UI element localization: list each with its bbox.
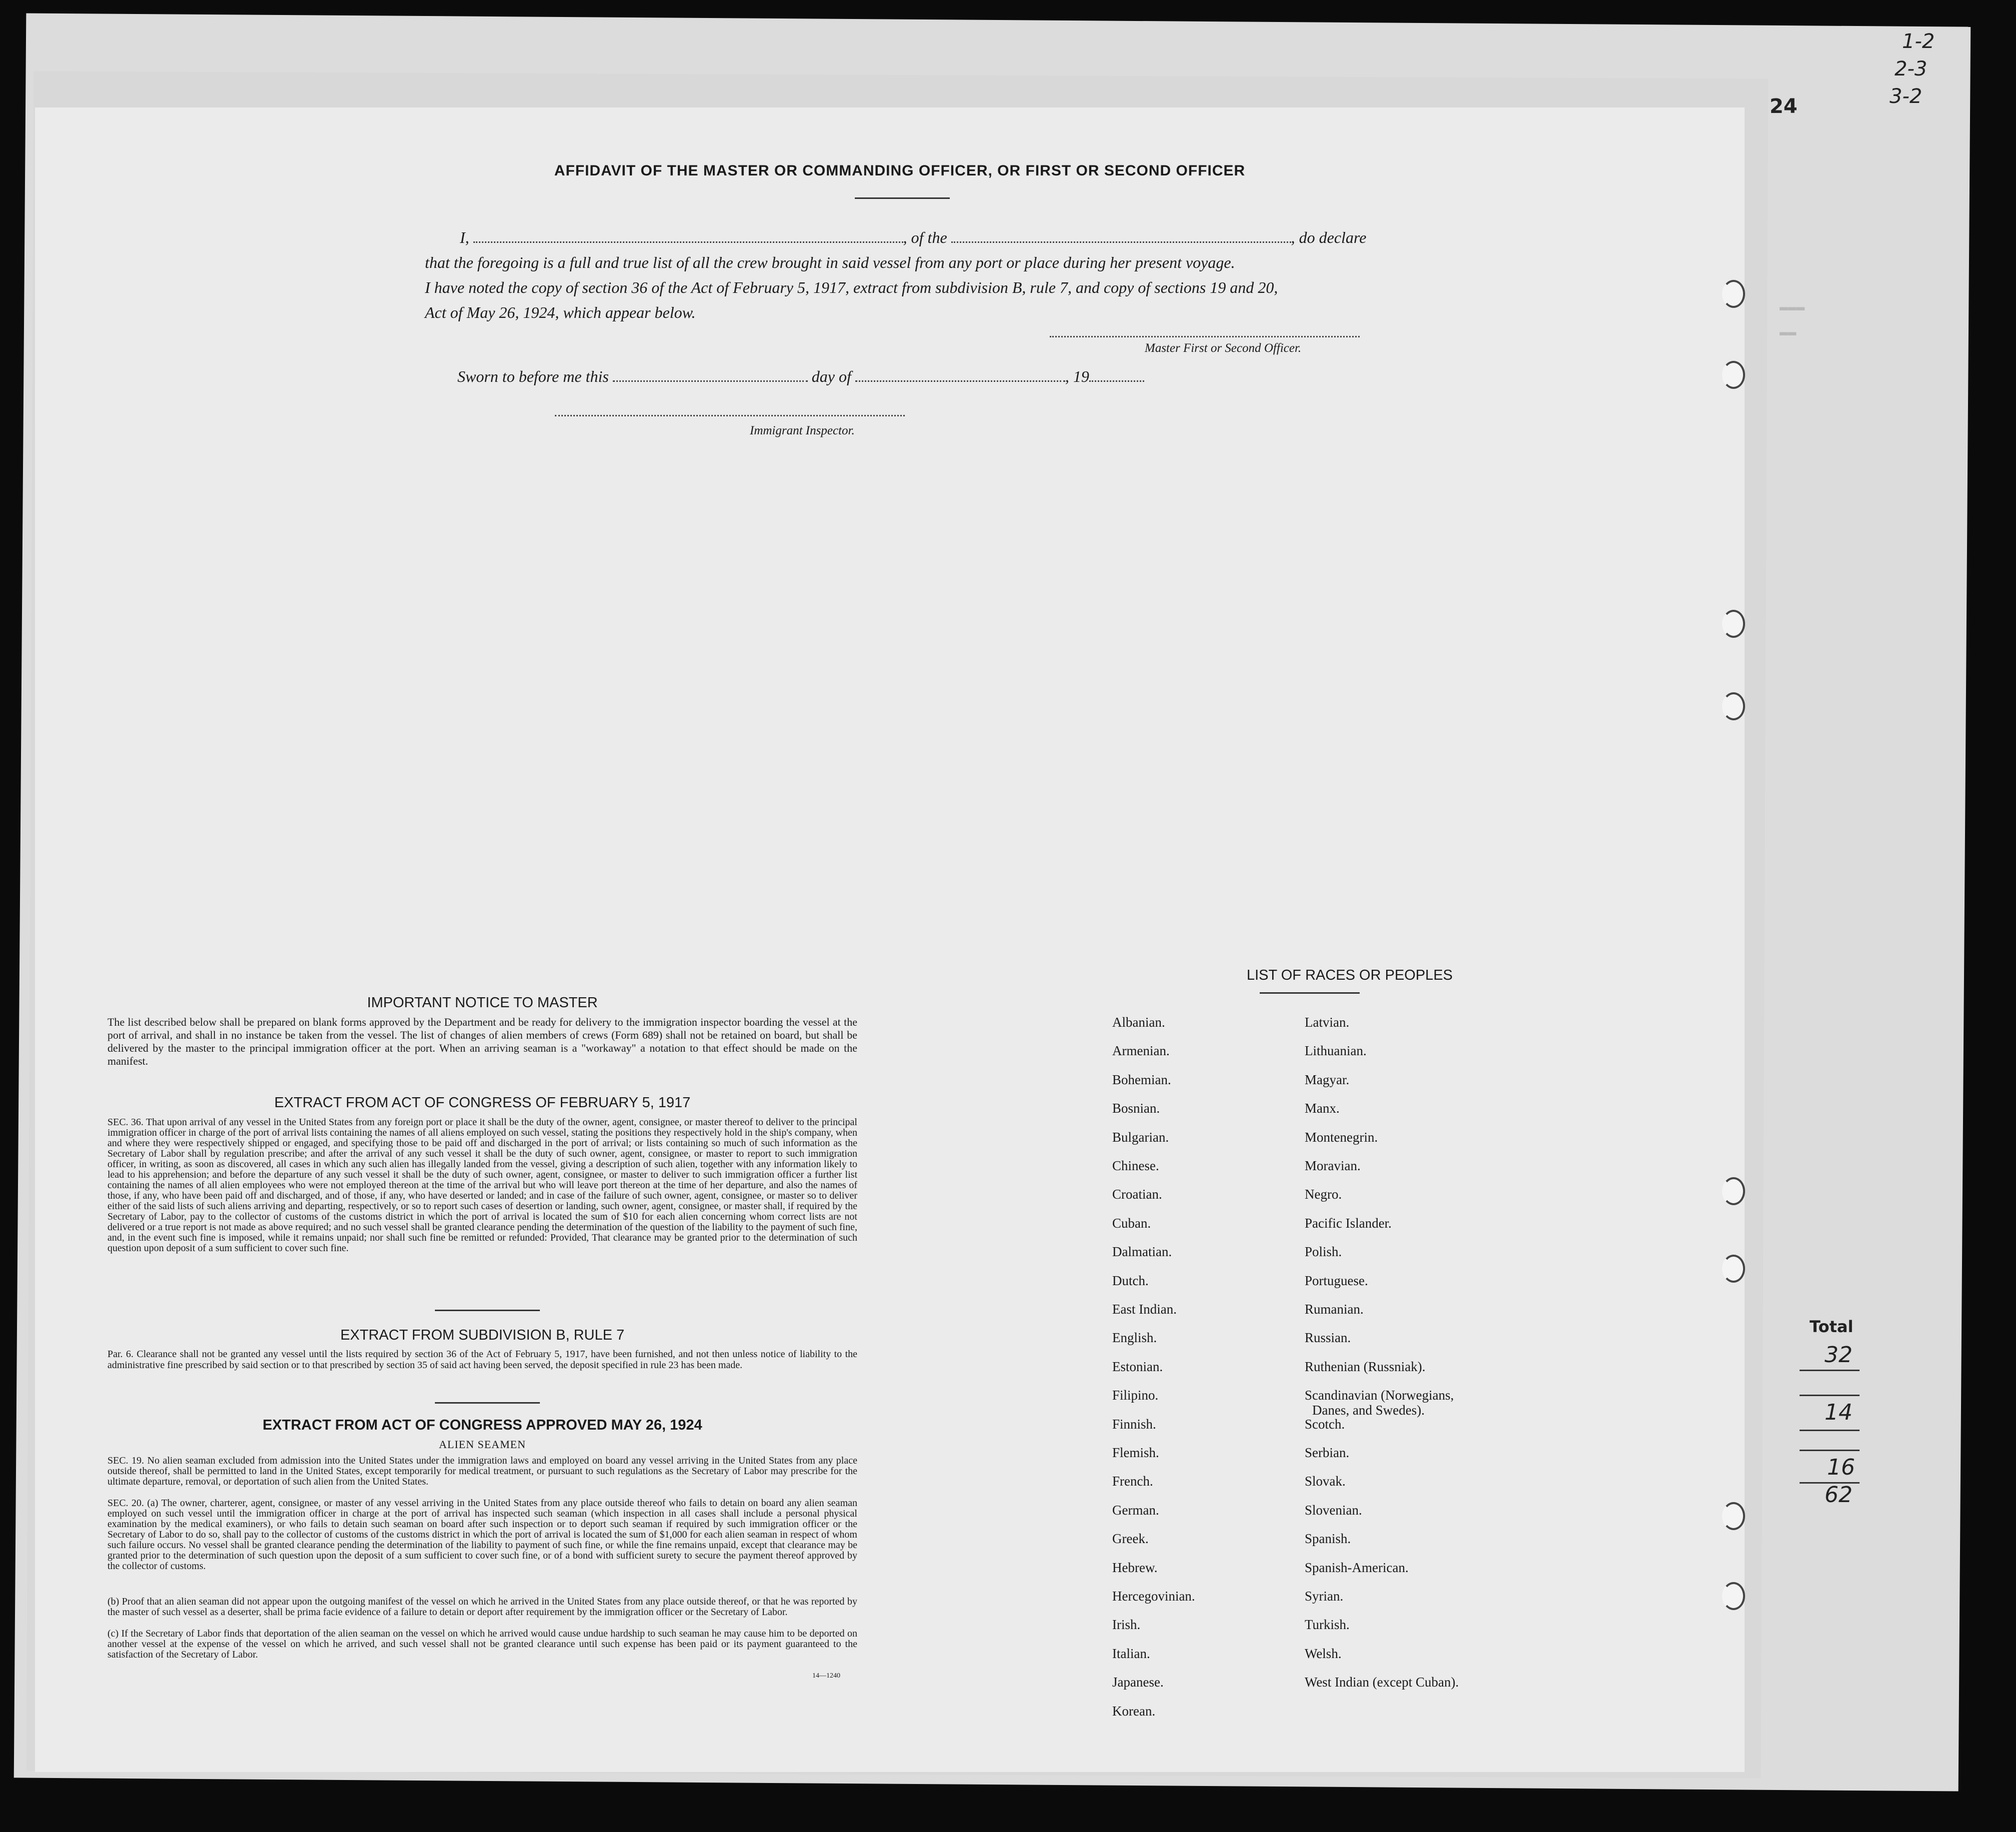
- inspector-signature-line: [555, 415, 905, 416]
- total-1: 32: [1825, 1342, 1853, 1368]
- race-item: Bosnian.: [1112, 1101, 1160, 1116]
- race-item: Italian.: [1112, 1646, 1150, 1661]
- race-item: Rumanian.: [1305, 1302, 1364, 1317]
- name-blank: [473, 241, 903, 243]
- master-label: Master First or Second Officer.: [1145, 341, 1302, 355]
- sworn-text: Sworn to before me this: [457, 367, 609, 385]
- extract-1917-title: EXTRACT FROM ACT OF CONGRESS OF FEBRUARY 5, 1917: [274, 1095, 691, 1111]
- total-rule: [1800, 1370, 1860, 1371]
- total-3: 16: [1827, 1455, 1855, 1480]
- race-item: Montenegrin.: [1305, 1129, 1378, 1145]
- race-item: Korean.: [1112, 1703, 1156, 1719]
- race-item: Danes, and Swedes).: [1312, 1403, 1425, 1418]
- extract-1924-title: EXTRACT FROM ACT OF CONGRESS APPROVED MAY 26, 1924: [262, 1417, 702, 1433]
- punch-hole: [1722, 1502, 1745, 1530]
- race-item: Moravian.: [1305, 1158, 1361, 1173]
- race-item: Negro.: [1305, 1187, 1342, 1202]
- punch-hole: [1722, 692, 1745, 720]
- race-item: German.: [1112, 1502, 1159, 1518]
- race-item: Polish.: [1305, 1244, 1342, 1260]
- race-item: Dutch.: [1112, 1273, 1149, 1288]
- race-item: Turkish.: [1305, 1617, 1350, 1633]
- race-item: Japanese.: [1112, 1675, 1164, 1690]
- race-item: Spanish-American.: [1305, 1560, 1409, 1575]
- race-item: Dalmatian.: [1112, 1244, 1172, 1260]
- race-item: Spanish.: [1305, 1531, 1351, 1547]
- year-text: , 19: [1065, 367, 1089, 385]
- race-item: Armenian.: [1112, 1043, 1170, 1059]
- section-divider: [435, 1402, 540, 1404]
- form-number: 14—1240: [812, 1672, 840, 1680]
- affidavit-body: [425, 225, 1380, 325]
- race-item: Flemish.: [1112, 1445, 1159, 1460]
- race-item: Estonian.: [1112, 1359, 1163, 1374]
- race-item: Croatian.: [1112, 1187, 1162, 1202]
- notice-text: The list described below shall be prepared on blank forms approved by the Department and be ready for delivery to the immigration inspector boarding the vessel at the port of arrival, and shall in no instance be taken from the vessel. The list of changes of alien members of crews (Form 689) shall not be retained on board, but shall be delivered by the master to the principal immigration officer at the port. When an arriving seaman is a "workaway" a notation to that effect should be made on the manifest.: [107, 1016, 857, 1067]
- race-item: Chinese.: [1112, 1158, 1159, 1173]
- punch-hole: [1722, 1255, 1745, 1283]
- ghost-mark: ▬▬: [1780, 325, 1797, 340]
- master-signature-line: [1050, 336, 1360, 337]
- title-divider: [855, 197, 950, 199]
- total-label: Total: [1810, 1317, 1854, 1336]
- affidavit-line-2: that the foregoing is a full and true list of all the crew brought in said vessel from any port or place during her present voyage.: [425, 253, 1235, 271]
- total-rule: [1800, 1430, 1860, 1431]
- extract-1924-sec20a: SEC. 20. (a) The owner, charterer, agent, consignee, or master of any vessel arriving in the United States from any place outside thereof who fails to detain on board any alien seaman employed on such vessel until the immigration officer in charge at the port of arrival has inspected such seaman (which inspection in all cases shall include a personal physical examination by the medical examiners), or who fails to detain such seaman on board after such inspection or to deport such seaman if required by such immigration officer or the Secretary of Labor to do so, shall pay to the collector of customs of the customs district in which the port of arrival is located the sum of $1,000 for each alien seaman in respect of whom such failure occurs. No vessel shall be granted clearance pending the determination of the liability to payment of such fine, or while the fine remains unpaid, except that clearance may be granted prior to the determination of such question upon the deposit of a sum sufficient to cover such fine, or of a bond with sufficient surety to secure the payment thereof approved by the collector of customs.: [107, 1498, 857, 1572]
- race-item: Scotch.: [1305, 1416, 1345, 1432]
- race-item: French.: [1112, 1474, 1153, 1489]
- extract-rule7-text: Par. 6. Clearance shall not be granted any vessel until the lists required by section 36 of the Act of February 5, 1917, have been furnished, and not then unless notice of liability to the administrative fine prescribed by said section or to that prescribed by section 35 of said act having been served, the deposit specified in rule 23 has been made.: [107, 1349, 857, 1371]
- extract-1924-sec19: SEC. 19. No alien seaman excluded from admission into the United States under the immigration laws and employed on board any vessel arriving in the United States from any place outside thereof, shall be permitted to land in the United States, except temporarily for medical treatment, or pursuant to such regulations as the Secretary of Labor may prescribe for the ultimate departure, removal, or deportation of such alien from the United States.: [107, 1455, 857, 1487]
- affidavit-of-the: , of the: [903, 228, 947, 246]
- race-item: Bulgarian.: [1112, 1129, 1169, 1145]
- race-item: Cuban.: [1112, 1215, 1151, 1231]
- affidavit-line-3: I have noted the copy of section 36 of the Act of February 5, 1917, extract from subdivision B, rule 7, and copy of sections 19 and 20,: [425, 278, 1278, 296]
- affidavit-line-4: Act of May 26, 1924, which appear below.: [425, 303, 696, 321]
- race-item: Lithuanian.: [1305, 1043, 1367, 1059]
- race-item: Russian.: [1305, 1330, 1351, 1346]
- race-item: Portuguese.: [1305, 1273, 1368, 1288]
- corner-note-2: 2-3: [1895, 57, 1928, 80]
- race-item: Latvian.: [1305, 1015, 1350, 1030]
- punch-hole: [1722, 1177, 1745, 1205]
- affidavit-line-1: [425, 225, 1380, 250]
- punch-hole: [1722, 361, 1745, 389]
- race-item: Manx.: [1305, 1101, 1340, 1116]
- affidavit-do-declare: , do declare: [1291, 228, 1367, 246]
- extract-1924-sec20c: (c) If the Secretary of Labor finds that deportation of the alien seaman on the vessel on which he arrived would cause undue hardship to such seaman he may cause him to be deported on another vessel at the expense of the vessel on which he arrived, and such vessel shall not be granted clearance until such expense has been paid or its payment guaranteed to the satisfaction of the Secretary of Labor.: [107, 1628, 857, 1660]
- month-blank: [855, 380, 1065, 382]
- day-blank: [613, 380, 808, 382]
- notice-title: IMPORTANT NOTICE TO MASTER: [367, 995, 598, 1011]
- total-2: 14: [1825, 1400, 1853, 1425]
- extract-rule7-title: EXTRACT FROM SUBDIVISION B, RULE 7: [340, 1327, 625, 1343]
- race-item: Slovenian.: [1305, 1502, 1362, 1518]
- race-item: Bohemian.: [1112, 1072, 1171, 1087]
- affidavit-i: I,: [460, 228, 469, 246]
- corner-note-1: 1-2: [1902, 30, 1935, 53]
- corner-note-3: 3-2: [1890, 85, 1923, 108]
- race-item: Hebrew.: [1112, 1560, 1158, 1575]
- races-title: LIST OF RACES OR PEOPLES: [1246, 967, 1453, 983]
- race-item: Albanian.: [1112, 1015, 1165, 1030]
- total-rule: [1800, 1450, 1860, 1451]
- affidavit-title: AFFIDAVIT OF THE MASTER OR COMMANDING OFFICER, OR FIRST OR SECOND OFFICER: [554, 162, 1246, 179]
- race-item: Scandinavian (Norwegians,: [1305, 1388, 1454, 1403]
- punch-hole: [1722, 280, 1745, 308]
- race-item: Hercegovinian.: [1112, 1589, 1195, 1604]
- day-of-text: day of: [811, 367, 851, 385]
- race-item: Welsh.: [1305, 1646, 1342, 1661]
- race-item: Ruthenian (Russniak).: [1305, 1359, 1426, 1374]
- section-divider: [435, 1310, 540, 1311]
- race-item: Serbian.: [1305, 1445, 1350, 1460]
- punch-hole: [1722, 610, 1745, 638]
- races-divider: [1260, 992, 1360, 994]
- sworn-line: [457, 367, 1144, 386]
- vessel-blank: [951, 241, 1291, 243]
- race-item: Slovak.: [1305, 1474, 1346, 1489]
- race-item: Syrian.: [1305, 1589, 1344, 1604]
- race-item: Pacific Islander.: [1305, 1215, 1392, 1231]
- extract-1924-subtitle: ALIEN SEAMEN: [439, 1438, 526, 1451]
- year-blank: [1089, 380, 1144, 382]
- ghost-mark: ▬▬▬: [1780, 300, 1805, 315]
- race-item: Irish.: [1112, 1617, 1141, 1633]
- race-item: Finnish.: [1112, 1416, 1156, 1432]
- race-item: English.: [1112, 1330, 1157, 1346]
- race-item: Filipino.: [1112, 1388, 1159, 1403]
- total-rule: [1800, 1395, 1860, 1396]
- inspector-label: Immigrant Inspector.: [750, 424, 855, 437]
- punch-hole: [1722, 1582, 1745, 1610]
- race-item: East Indian.: [1112, 1302, 1177, 1317]
- race-item: West Indian (except Cuban).: [1305, 1675, 1459, 1690]
- race-item: Greek.: [1112, 1531, 1149, 1547]
- total-4: 62: [1825, 1482, 1853, 1508]
- extract-1917-text: SEC. 36. That upon arrival of any vessel in the United States from any foreign port or place it shall be the duty of the owner, agent, consignee, or master thereof to deliver to the principal immigration officer in charge of the port of arrival lists containing the names of all aliens employed on such vessel, stating the positions they respectively hold in the ship's company, when and where they were respectively shipped or engaged, and specifying those to be paid off and discharged in the port of arrival; or lists containing so much of such information as the Secretary of Labor shall by regulation prescribe; and after the arrival of any such vessel it shall be the duty of such owner, agent, consignee, or master to report to such immigration officer, in writing, as soon as discovered, all cases in which any such alien has illegally landed from the vessel, giving a description of such alien, together with any information likely to lead to his apprehension; and before the departure of any such vessel it shall be the duty of such owner, agent, consignee, or master to deliver to such immigration officer a further list containing the names of all alien employees who were not employed thereon at the time of the arrival but who will leave port thereon at the time of her departure, and also the names of those, if any, who have been paid off and discharged, and of those, if any, who have deserted or landed; and in case of the failure of such owner, agent, consignee, or master so to deliver either of the said lists of such aliens arriving and departing, respectively, or so to report such cases of desertion or landing, such owner, agent, consignee, or master shall, if required by the Secretary of Labor, pay to the collector of customs of the customs district in which the port of arrival is located the sum of $10 for each alien concerning whom correct lists are not delivered or a true report is not made as above required; and no such vessel shall be granted clearance pending the determination of the question of the liability to the payment of such fine, and, in the event such fine is imposed, while it remains unpaid; nor shall such fine be remitted or refunded: Provided, That clearance may be granted prior to the determination of such question upon deposit of a sum sufficient to cover such fine.: [107, 1117, 857, 1254]
- page-number: 24: [1770, 95, 1798, 118]
- race-item: Magyar.: [1305, 1072, 1350, 1087]
- extract-1924-sec20b: (b) Proof that an alien seaman did not appear upon the outgoing manifest of the vessel on which he arrived in the United States from any place outside thereof, or that he was reported by the master of such vessel as a deserter, shall be prima facie evidence of a failure to detain or deport after requirement by the immigration officer or the Secretary of Labor.: [107, 1596, 857, 1618]
